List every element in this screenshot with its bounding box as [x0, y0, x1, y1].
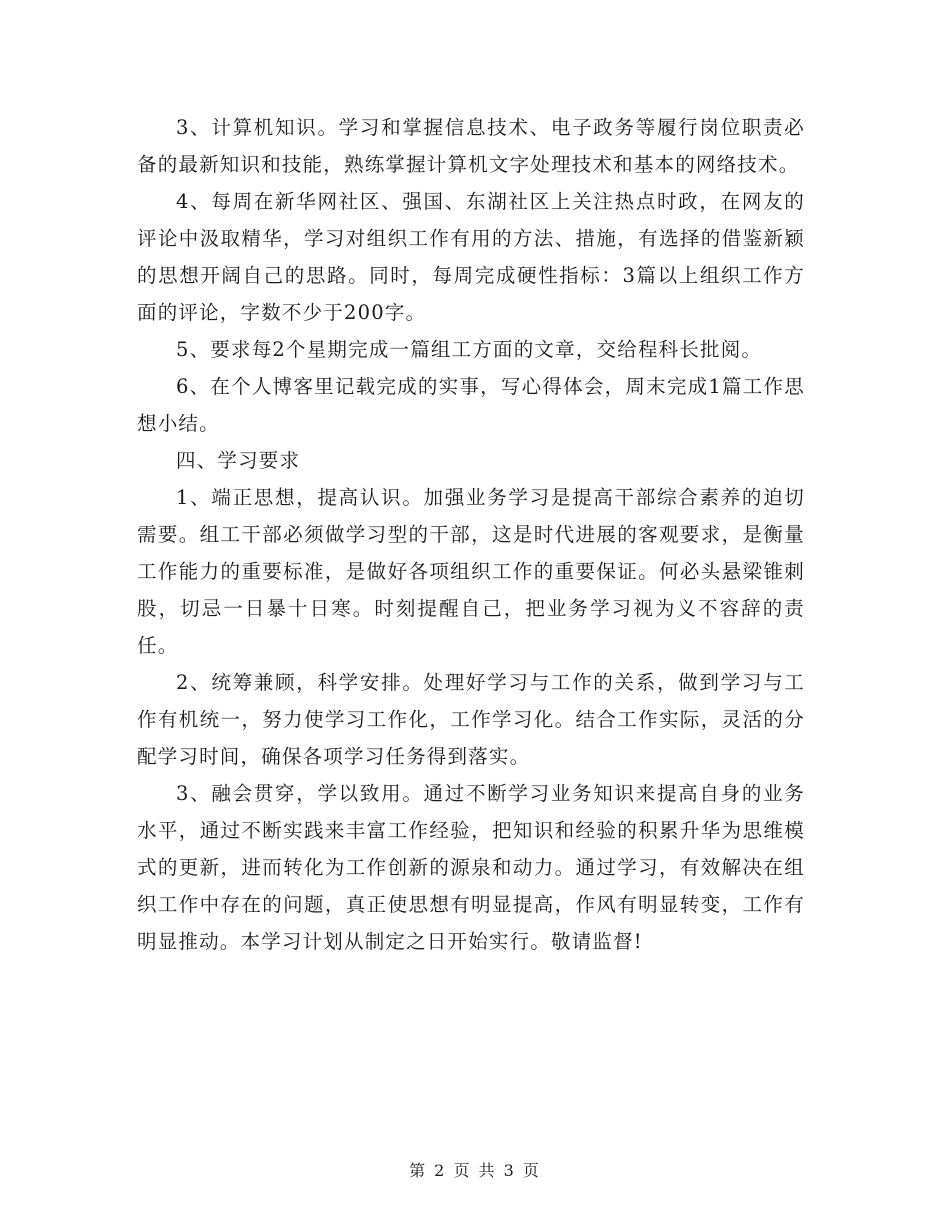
paragraph-apply-learning: 3、融会贯穿，学以致用。通过不断学习业务知识来提高自身的业务水平，通过不断实践来丰富工作经验，把知识和经验的积累升华为思维模式的更新，进而转化为工作创新的源泉和动力。通过学习，有效解决在组织工作中存在的问题，真正使思想有明显提高，作风有明显转变，工作有明显推动。本学习计划从制定之日开始实行。敬请监督! [137, 782, 805, 953]
page-number: 第 2 页 共 3 页 [409, 1161, 541, 1180]
paragraph-correct-thinking: 1、端正思想，提高认识。加强业务学习是提高干部综合素养的迫切需要。组工干部必须做学习型的干部，这是时代进展的客观要求，是衡量工作能力的重要标准，是做好各项组织工作的重要保证。何必头悬梁锥刺股，切忌一日暴十日寒。时刻提醒自己，把业务学习视为义不容辞的责任。 [137, 486, 805, 657]
paragraph-weekly-community: 4、每周在新华网社区、强国、东湖社区上关注热点时政，在网友的评论中汲取精华，学习对组织工作有用的方法、措施，有选择的借鉴新颖的思想开阔自己的思路。同时，每周完成硬性指标：3篇以上组织工作方面的评论，字数不少于200字。 [137, 190, 805, 324]
paragraph-overall-planning: 2、统筹兼顾，科学安排。处理好学习与工作的关系，做到学习与工作有机统一，努力使学习工作化，工作学习化。结合工作实际，灵活的分配学习时间，确保各项学习任务得到落实。 [137, 671, 805, 768]
section-heading-study-requirements: 四、学习要求 [176, 449, 301, 472]
document-body [137, 109, 805, 960]
paragraph-biweekly-article: 5、要求每2个星期完成一篇组工方面的文章，交给程科长批阅。 [176, 338, 763, 361]
paragraph-computer-knowledge: 3、计算机知识。学习和掌握信息技术、电子政务等履行岗位职责必备的最新知识和技能，熟练掌握计算机文字处理技术和基本的网络技术。 [137, 116, 805, 176]
paragraph-personal-blog: 6、在个人博客里记载完成的实事，写心得体会，周末完成1篇工作思想小结。 [137, 375, 805, 435]
page-footer [0, 1158, 950, 1181]
